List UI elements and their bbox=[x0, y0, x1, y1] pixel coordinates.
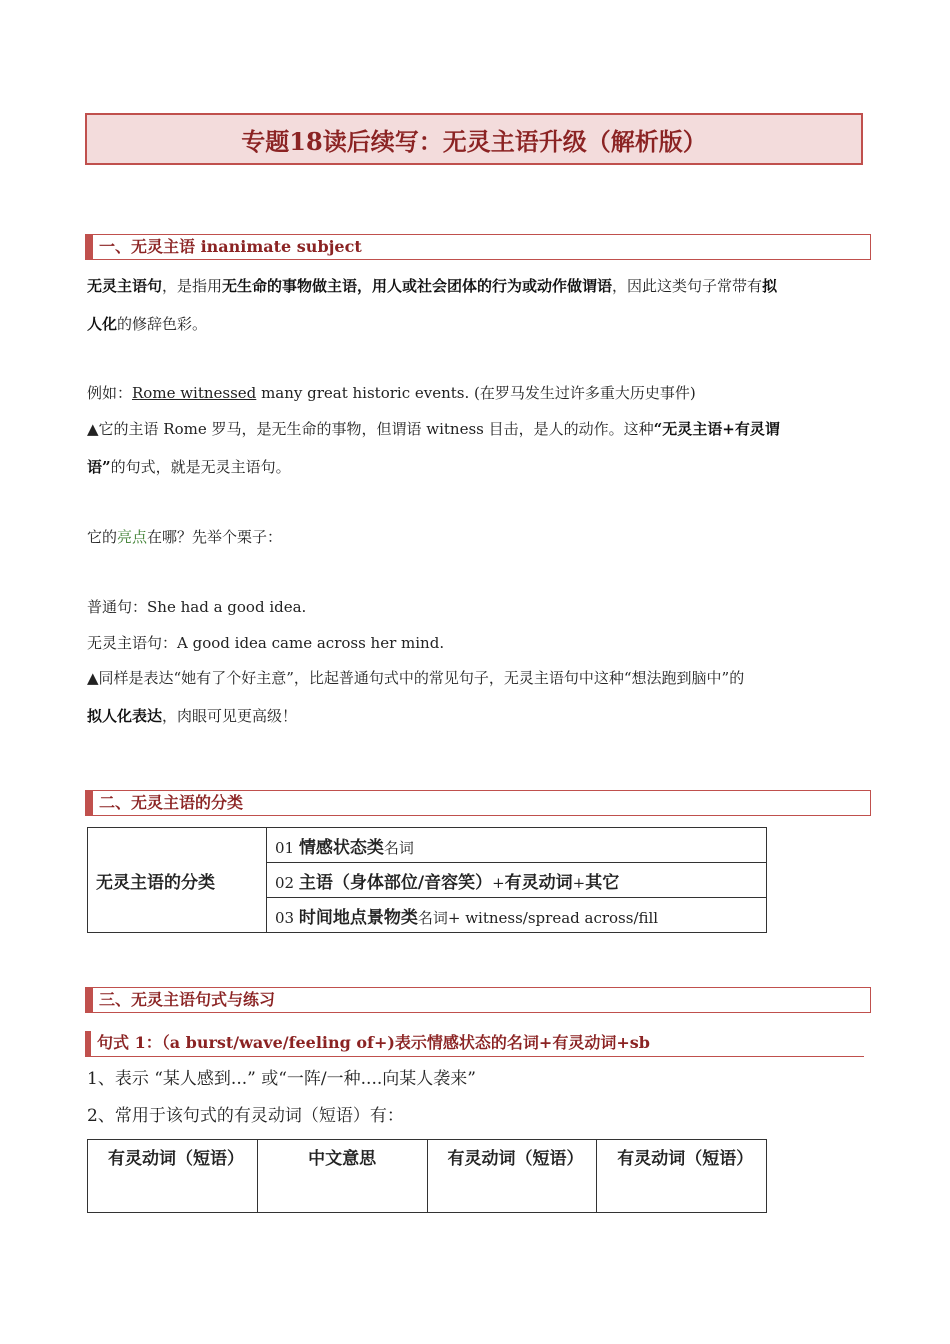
table-header-row bbox=[88, 1140, 767, 1213]
highlight-text: 在哪？先举个栗子： bbox=[147, 528, 283, 546]
note-key: 拟人化表达 bbox=[87, 707, 163, 725]
category-key: 情感状态类 bbox=[298, 837, 384, 858]
note-text: ▲同样是表达“她有了个好主意”，比起普通句式中的常见句子，无灵主语句中这种“想法跑到脑中”的 bbox=[87, 669, 745, 687]
inanimate-sentence-line bbox=[87, 633, 444, 653]
note-text: ▲它的主语 Rome 罗马，是无生命的事物，但谓语 witness 目击，是人的动作。这种 bbox=[87, 420, 654, 438]
definition-line-1 bbox=[87, 276, 777, 296]
definition-text: ，因此这类句子常带有 bbox=[612, 277, 763, 295]
section-heading-2: 二、无灵主语的分类 bbox=[85, 790, 871, 816]
category-cell bbox=[267, 898, 767, 933]
verb-table bbox=[87, 1139, 767, 1213]
highlight-line bbox=[87, 527, 282, 547]
highlight-text: 它的 bbox=[87, 528, 118, 546]
category-table bbox=[87, 827, 767, 933]
definition-line-2 bbox=[87, 314, 207, 334]
section-heading-3: 三、无灵主语句式与练习 bbox=[85, 987, 871, 1013]
note-key: “无灵主语+有灵谓 bbox=[653, 420, 780, 438]
table-header-cell: 有灵动词（短语） bbox=[88, 1140, 258, 1213]
category-cell bbox=[267, 863, 767, 898]
definition-term: 无灵主语句 bbox=[87, 277, 163, 295]
category-key: 有灵动词 bbox=[504, 872, 573, 893]
example-rest: many great historic events. (在罗马发生过许多重大历史事件) bbox=[256, 384, 696, 402]
definition-text: 的修辞色彩。 bbox=[117, 315, 208, 333]
highlight-word: 亮点 bbox=[117, 528, 148, 546]
point-line-2: 2、常用于该句式的有灵动词（短语）有： bbox=[87, 1106, 404, 1126]
category-key: 其它 bbox=[585, 872, 620, 893]
normal-sentence: She had a good idea. bbox=[147, 598, 307, 616]
category-num: 03 bbox=[275, 908, 299, 927]
section-heading-1: 一、无灵主语 inanimate subject bbox=[85, 234, 871, 260]
definition-key: 拟 bbox=[762, 277, 778, 295]
category-key: 时间地点景物类 bbox=[298, 907, 418, 928]
note-key: 语” bbox=[87, 458, 111, 476]
category-rest: 名词+ witness/spread across/fill bbox=[417, 908, 659, 927]
category-cell bbox=[267, 828, 767, 863]
note-text: 的句式，就是无灵主语句。 bbox=[110, 458, 291, 476]
definition-key: 无生命的事物做主语，用人或社会团体的行为或动作做谓语 bbox=[222, 277, 613, 295]
example-underlined: Rome witnessed bbox=[132, 384, 257, 402]
note-text: ，肉眼可见更高级！ bbox=[162, 707, 298, 725]
note-line-4 bbox=[87, 706, 297, 726]
point-line-1: 1、表示 “某人感到...” 或“一阵/一种....向某人袭来” bbox=[87, 1069, 476, 1089]
category-rest: 名词 bbox=[383, 838, 414, 857]
table-header-cell: 有灵动词（短语） bbox=[427, 1140, 597, 1213]
note-line-3 bbox=[87, 668, 744, 688]
category-plus: + bbox=[572, 873, 586, 892]
note-line-1 bbox=[87, 419, 780, 439]
page-title: 专题18读后续写：无灵主语升级（解析版） bbox=[85, 113, 863, 165]
table-header-cell: 中文意思 bbox=[257, 1140, 427, 1213]
category-num: 02 bbox=[275, 873, 299, 892]
example-label: 例如： bbox=[87, 384, 133, 402]
table-row bbox=[88, 828, 767, 863]
normal-sentence-line bbox=[87, 597, 306, 617]
normal-label: 普通句： bbox=[87, 598, 148, 616]
definition-text: ，是指用 bbox=[162, 277, 223, 295]
inanimate-label: 无灵主语句： bbox=[87, 634, 178, 652]
inanimate-sentence: A good idea came across her mind. bbox=[177, 634, 445, 652]
table-header-cell: 有灵动词（短语） bbox=[597, 1140, 767, 1213]
category-key: 主语（身体部位/音容笑） bbox=[298, 872, 493, 893]
example-line bbox=[87, 383, 696, 403]
category-label: 无灵主语的分类 bbox=[88, 828, 267, 933]
note-line-2 bbox=[87, 457, 291, 477]
pattern-heading-1: 句式 1：（a burst/wave/feeling of+)表示情感状态的名词+有灵动词+sb bbox=[85, 1031, 864, 1057]
category-plus: + bbox=[492, 873, 505, 892]
definition-key: 人化 bbox=[87, 315, 118, 333]
category-num: 01 bbox=[275, 838, 299, 857]
